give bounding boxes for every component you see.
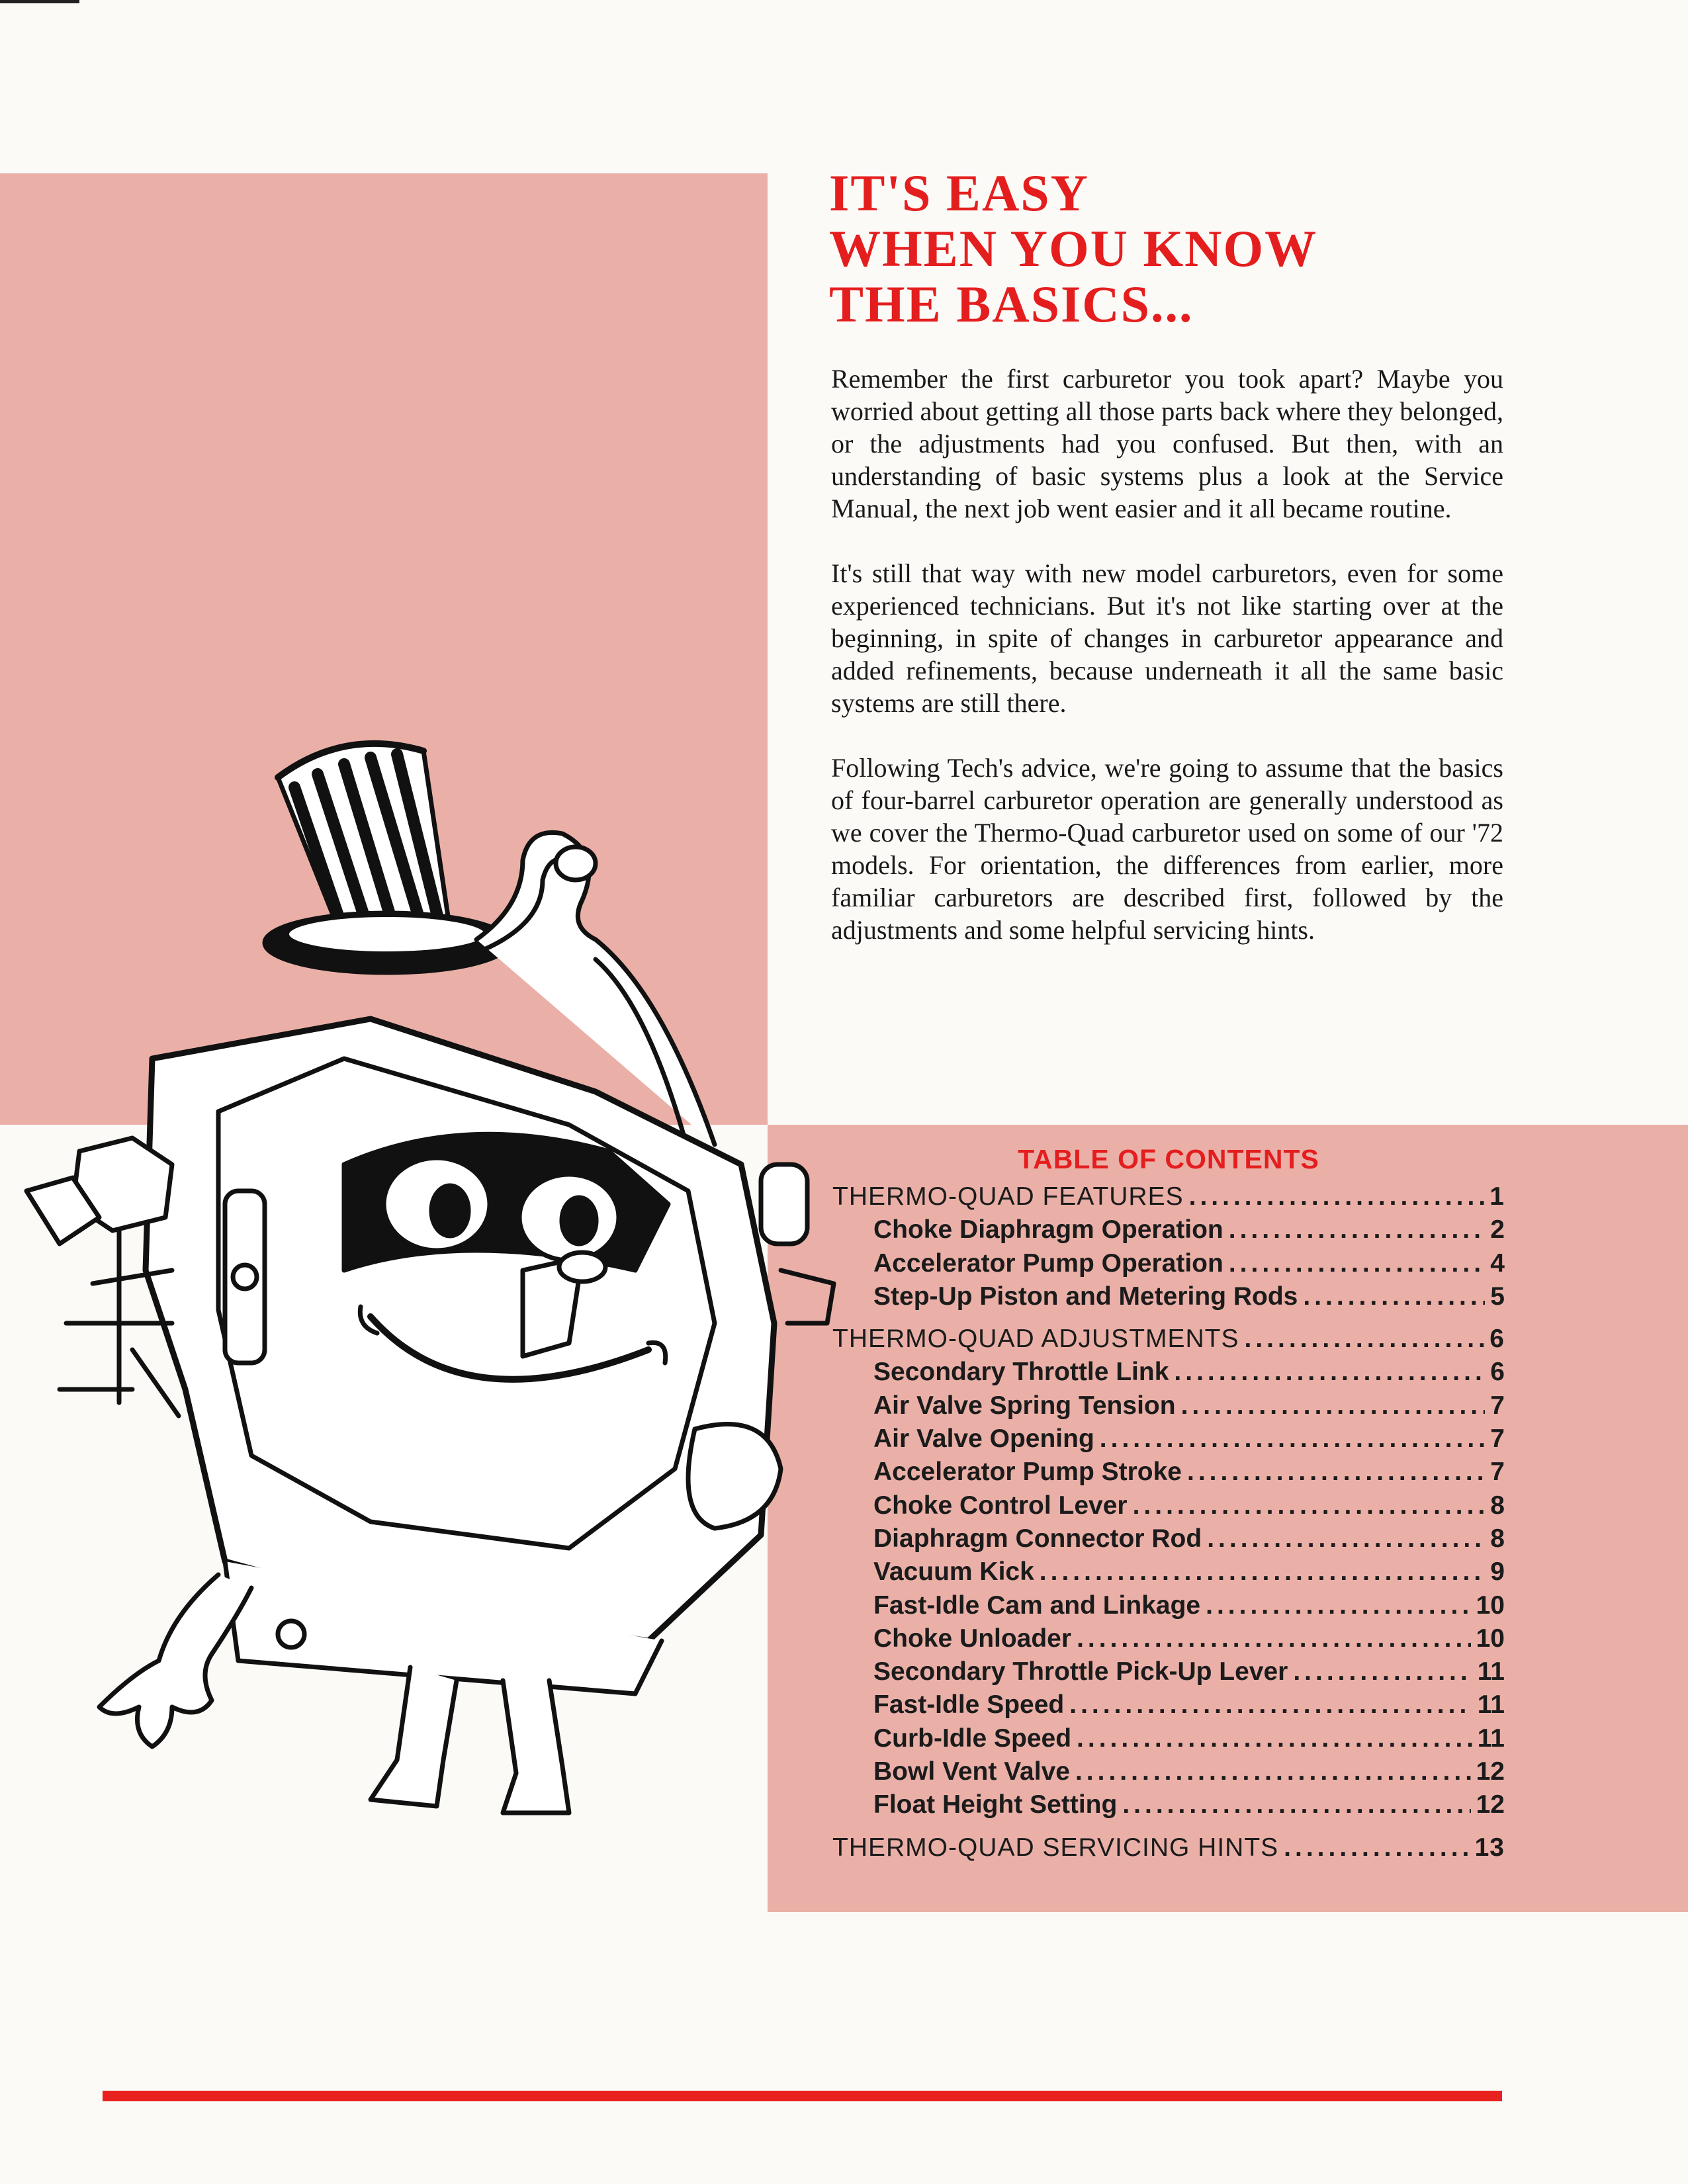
toc-entry	[832, 1622, 1505, 1655]
toc-dot-leader	[1100, 1422, 1486, 1456]
top-hat-icon	[265, 744, 510, 973]
toc-entry-label: Vacuum Kick	[873, 1557, 1034, 1587]
toc-entry-label: Accelerator Pump Operation	[873, 1248, 1223, 1278]
toc-dot-leader	[1075, 1755, 1471, 1788]
toc-entry	[832, 1788, 1505, 1821]
toc-entry-label: Choke Control Lever	[873, 1491, 1128, 1520]
toc-entry	[832, 1456, 1505, 1489]
toc-dot-leader	[1229, 1213, 1486, 1246]
toc-dot-leader	[1303, 1280, 1485, 1313]
toc-entry	[832, 1589, 1505, 1622]
toc-entry-page: 12	[1476, 1790, 1505, 1819]
toc-dot-leader	[1077, 1622, 1471, 1655]
toc-dot-leader	[1189, 1180, 1485, 1213]
toc-entry-page: 1	[1489, 1182, 1505, 1211]
toc-entry-label: Curb-Idle Speed	[873, 1724, 1072, 1753]
toc-entry-page: 6	[1489, 1325, 1505, 1354]
intro-body	[831, 363, 1503, 979]
intro-paragraph: Remember the first carburetor you took apart? Maybe you worried about getting all those parts back where they belonged, or the adjustments had you confused. But then, with an understanding of basic systems plus a look at the Service Manual, the next job went easier and it all became routine.	[831, 364, 1503, 523]
toc-entry	[832, 1489, 1505, 1522]
toc-dot-leader	[1174, 1356, 1485, 1389]
toc-entry	[832, 1180, 1505, 1213]
toc-entry	[832, 1522, 1505, 1555]
toc-entry	[832, 1655, 1505, 1688]
toc-entry	[832, 1389, 1505, 1422]
toc-dot-leader	[1133, 1489, 1486, 1522]
toc-entry-page: 11	[1477, 1657, 1505, 1686]
headline-line: WHEN YOU KNOW	[829, 220, 1318, 277]
toc-entry-label: Diaphragm Connector Rod	[873, 1524, 1202, 1553]
toc-dot-leader	[1181, 1389, 1486, 1422]
toc-entry-label: Accelerator Pump Stroke	[873, 1458, 1182, 1487]
toc-dot-leader	[1207, 1522, 1485, 1555]
toc-dot-leader	[1245, 1323, 1485, 1356]
toc-entry	[832, 1755, 1505, 1788]
toc-entry-label: Step-Up Piston and Metering Rods	[873, 1282, 1298, 1311]
toc-dot-leader	[1284, 1831, 1469, 1864]
toc-dot-leader	[1122, 1788, 1470, 1821]
top-rule	[0, 0, 79, 3]
toc-entry-page: 12	[1476, 1757, 1505, 1786]
toc-entry-page: 10	[1476, 1624, 1505, 1653]
toc-entry	[832, 1247, 1505, 1280]
toc-entry-label: Choke Diaphragm Operation	[873, 1215, 1223, 1245]
intro-paragraph: Following Tech's advice, we're going to assume that the basics of four-barrel carburetor operation are generally understood as we cover the Thermo-Quad carburetor used on some of our '72 models. For orientation, the differences from earlier, more familiar carburetors are described first, followed by the adjustments and some helpful servicing hints.	[831, 753, 1503, 945]
toc-entry-page: 13	[1474, 1833, 1505, 1862]
bottom-rule	[103, 2091, 1502, 2101]
toc-entry-label: Fast-Idle Cam and Linkage	[873, 1591, 1201, 1620]
toc-entry-label: Fast-Idle Speed	[873, 1690, 1065, 1720]
toc-entry-page: 11	[1477, 1690, 1505, 1720]
headline-line: THE BASICS...	[829, 275, 1194, 333]
toc-title: TABLE OF CONTENTS	[1018, 1144, 1319, 1174]
toc-entry	[832, 1213, 1505, 1246]
toc-dot-leader	[1077, 1722, 1472, 1755]
toc-entry-page: 5	[1490, 1282, 1505, 1311]
toc-dot-leader	[1187, 1456, 1485, 1489]
intro-paragraph: It's still that way with new model carburetors, even for some experienced technicians. But it's not like starting over at the beginning, in spite of changes in carburetor appearance and added refinements, because underneath it all the same basic systems are still there.	[831, 558, 1503, 718]
toc-dot-leader	[1206, 1589, 1471, 1622]
toc-entry-page: 7	[1490, 1458, 1505, 1487]
toc-entry-label: Choke Unloader	[873, 1624, 1072, 1653]
toc-entry-label: Secondary Throttle Pick-Up Lever	[873, 1657, 1288, 1686]
toc-entry-page: 10	[1476, 1591, 1505, 1620]
toc-entry-page: 6	[1490, 1358, 1505, 1387]
toc-entry-page: 7	[1490, 1391, 1505, 1420]
toc-entry	[832, 1280, 1505, 1313]
toc-entry	[832, 1422, 1505, 1456]
toc-entry-label: THERMO-QUAD FEATURES	[832, 1182, 1184, 1211]
toc-entry-label: THERMO-QUAD SERVICING HINTS	[832, 1833, 1279, 1862]
toc-entry-label: Float Height Setting	[873, 1790, 1118, 1819]
toc-entry	[832, 1356, 1505, 1389]
toc-entry-label: THERMO-QUAD ADJUSTMENTS	[832, 1325, 1239, 1354]
toc-entry-page: 7	[1490, 1424, 1505, 1454]
toc-entry-label: Air Valve Opening	[873, 1424, 1094, 1454]
headline	[829, 165, 1317, 332]
toc-entry-page: 4	[1490, 1248, 1505, 1278]
toc-entry	[832, 1555, 1505, 1589]
toc-entry	[832, 1722, 1505, 1755]
toc-entry	[832, 1831, 1505, 1864]
toc-dot-leader	[1293, 1655, 1472, 1688]
toc-entry-label: Secondary Throttle Link	[873, 1358, 1169, 1387]
carburetor-mascot-illustration	[0, 688, 860, 1826]
table-of-contents	[832, 1143, 1505, 1864]
toc-dot-leader	[1229, 1247, 1485, 1280]
toc-entry-page: 8	[1490, 1491, 1505, 1520]
toc-dot-leader	[1069, 1688, 1472, 1722]
toc-entry-page: 11	[1477, 1724, 1505, 1753]
toc-entry-page: 9	[1490, 1557, 1505, 1587]
headline-line: IT'S EASY	[829, 164, 1089, 222]
toc-entry-label: Bowl Vent Valve	[873, 1757, 1070, 1786]
toc-entry	[832, 1688, 1505, 1722]
toc-entry-label: Air Valve Spring Tension	[873, 1391, 1176, 1420]
toc-dot-leader	[1040, 1555, 1486, 1589]
toc-entry-page: 2	[1490, 1215, 1505, 1245]
toc-entry-page: 8	[1490, 1524, 1505, 1553]
toc-entry	[832, 1323, 1505, 1356]
